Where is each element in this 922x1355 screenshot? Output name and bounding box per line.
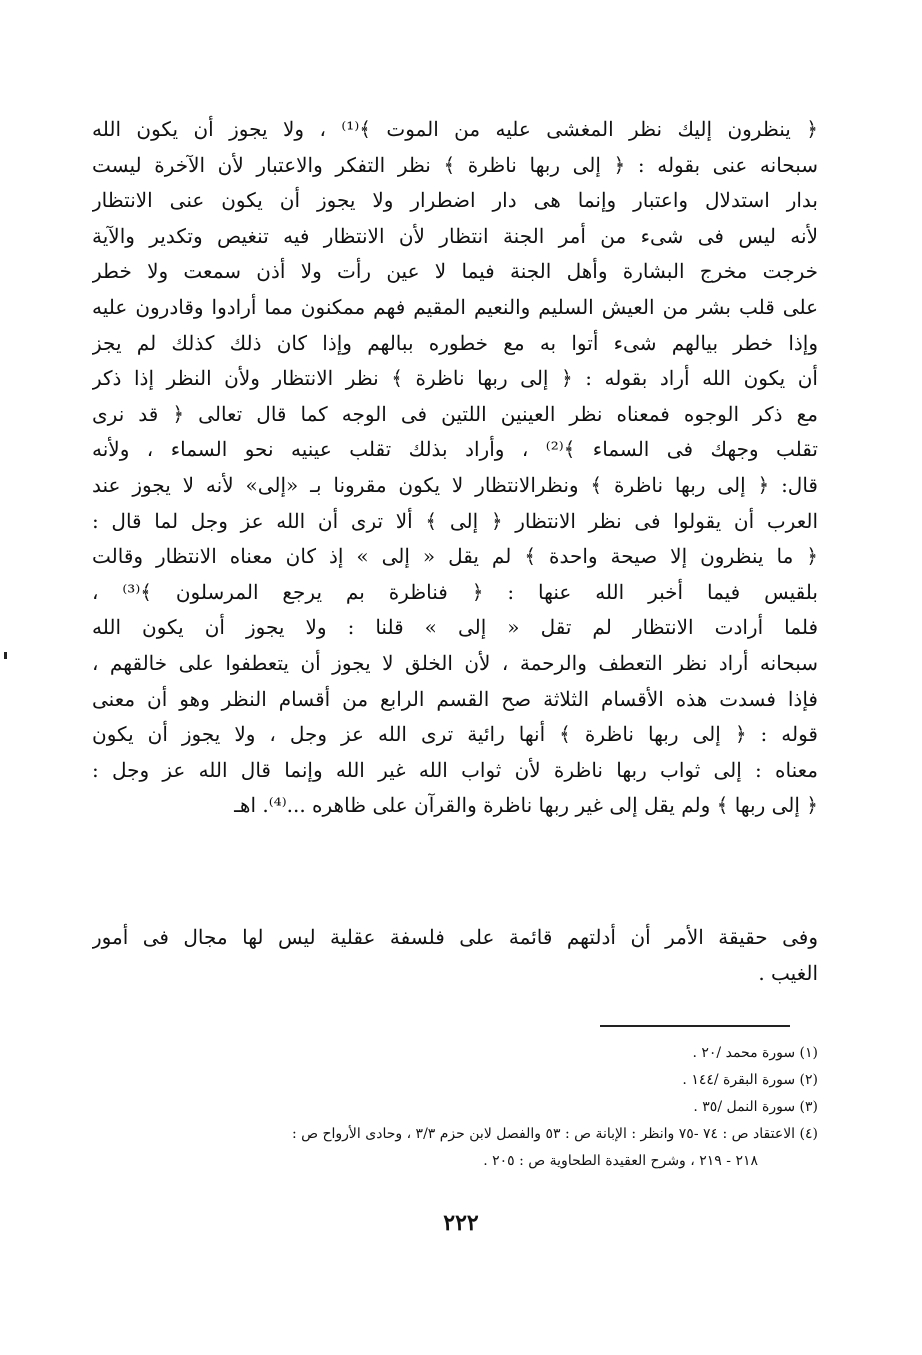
text-line: سبحانه عنى بقوله : ﴿ إلى ربها ناظرة ﴾ نظر التفكر والاعتبار لأن الآخرة ليست	[92, 152, 818, 177]
text-line: خرجت مخرج البشارة وأهل الجنة فيما لا عين رأت ولا أذن سمعت ولا خطر	[92, 259, 818, 284]
text-line: فإذا فسدت هذه الأقسام الثلاثة صح القسم الرابع من أقسام النظر وهو أن معنى	[92, 686, 818, 711]
footnote-3: (٣) سورة النمل /٣٥ .	[693, 1099, 818, 1115]
page-number: ٢٢٢	[443, 1210, 479, 1236]
text-line: قوله : ﴿ إلى ربها ناظرة ﴾ أنها رائية ترى الله عز وجل ، ولا يجوز أن يكون	[92, 722, 818, 747]
text-line: أن يكون الله أراد بقوله : ﴿ إلى ربها ناظرة ﴾ نظر الانتظار ولأن النظر إذا ذكر	[92, 366, 818, 391]
text-line: وإذا خطر بيالهم شىء أتوا به مع خطوره ببالهم وإذا كان ذلك كذلك لم يجز	[92, 330, 818, 355]
footnote-divider	[600, 1025, 790, 1027]
text-line: بلقيس فيما أخبر الله عنها : ﴿ فناظرة بم يرجع المرسلون ﴾⁽³⁾ ،	[92, 579, 818, 604]
text-line: ﴿ إلى ربها ﴾ ولم يقل إلى غير ربها ناظرة والقرآن على ظاهره ...⁽⁴⁾. اهـ	[234, 793, 818, 818]
text-line: فلما أرادت الانتظار لم تقل « إلى » قلنا : ولا يجوز أن يكون الله	[92, 615, 818, 640]
text-line: قال: ﴿ إلى ربها ناظرة ﴾ ونظرالانتظار لا يكون مقرونا بـ «إلى» لأنه لا يجوز عند	[92, 472, 818, 497]
text-line: مع ذكر الوجوه فمعناه نظر العينين اللتين فى الوجه كما قال تعالى ﴿ قد نرى	[92, 401, 818, 426]
text-line: تقلب وجهك فى السماء ﴾⁽²⁾ ، وأراد بذلك تقلب عينيه نحو السماء ، ولأنه	[92, 437, 818, 462]
footnote-4-continued: ٢١٨ - ٢١٩ ، وشرح العقيدة الطحاوية ص : ٢٠٥ .	[483, 1153, 758, 1169]
footnote-4: (٤) الاعتقاد ص : ٧٤ -٧٥ وانظر : الإبانة ص : ٥٣ والفصل لابن حزم ٣/٣ ، وحادى الأرواح ص :	[291, 1126, 818, 1142]
footnotes	[92, 1040, 818, 1175]
footnote-2: (٢) سورة البقرة /١٤٤ .	[682, 1072, 818, 1088]
text-line: ﴿ ما ينظرون إلا صيحة واحدة ﴾ لم يقل « إلى » إذ كان معناه الانتظار وقالت	[92, 544, 818, 569]
text-line: الغيب .	[758, 960, 818, 985]
text-line: العرب أن يقولوا فى نظر الانتظار ﴿ إلى ﴾ ألا ترى أن الله عز وجل لما قال :	[92, 508, 818, 533]
text-line: سبحانه أراد نظر التعطف والرحمة ، لأن الخلق لا يجوز أن يتعطفوا على خالقهم ،	[92, 650, 818, 675]
text-line: على قلب بشر من العيش السليم والنعيم المقيم فهم ممكنون مما أرادوا وقادرون عليه	[92, 294, 818, 319]
text-line: لأنه ليس فى شىء من أمر الجنة انتظار لأن الانتظار فيه تنغيص وتكدير والآية	[92, 223, 818, 248]
scan-mark	[4, 652, 7, 659]
main-paragraph	[92, 112, 818, 824]
text-line: ﴿ ينظرون إليك نظر المغشى عليه من الموت ﴾⁽¹⁾ ، ولا يجوز أن يكون الله	[92, 117, 818, 141]
text-line: معناه : إلى ثواب ربها ناظرة لأن ثواب الله غير الله وإنما قال الله عز وجل :	[92, 757, 818, 782]
text-line: وفى حقيقة الأمر أن أدلتهم قائمة على فلسفة عقلية ليس لها مجال فى أمور	[92, 925, 818, 949]
footnote-1: (١) سورة محمد /٢٠ .	[692, 1045, 818, 1061]
text-line: بدار استدلال واعتبار وإنما هى دار اضطرار ولا يجوز أن يكون عنى الانتظار	[92, 188, 818, 213]
second-paragraph	[92, 920, 818, 991]
